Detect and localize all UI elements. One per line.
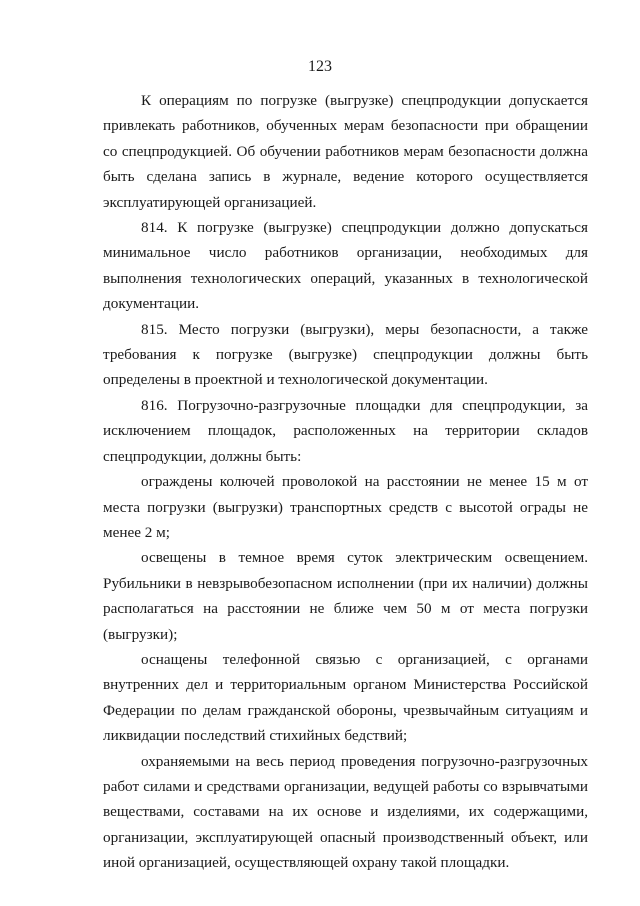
paragraph-intro: К операциям по погрузке (выгрузке) спецпродукции допускается привлекать работников, обученных мерам безопасности при обращении со спецпродукцией. Об обучении работников мерам безопасности должна быть сделана запись в журнале, ведение которого осуществляется эксплуатирующей организацией. — [103, 92, 588, 211]
paragraph-815: 815. Место погрузки (выгрузки), меры безопасности, а также требования к погрузке (выгрузке) спецпродукции должны быть определены в проектной и технологической документации. — [103, 320, 588, 389]
requirement-fencing: ограждены колючей проволокой на расстоянии не менее 15 м от места погрузки (выгрузки) транспортных средств с высотой ограды не менее 2 м; — [103, 473, 588, 541]
paragraph-816: 816. Погрузочно-разгрузочные площадки для спецпродукции, за исключением площадок, расположенных на территории складов спецпродукции, должны быть: — [103, 396, 588, 465]
paragraph-814: 814. К погрузке (выгрузке) спецпродукции должно допускаться минимальное число работников организации, необходимых для выполнения технологических операций, указанных в технологической документации. — [103, 219, 588, 313]
requirement-telephone: оснащены телефонной связью с организацией, с органами внутренних дел и территориальным органом Министерства Российской Федерации по делам гражданской обороны, чрезвычайным ситуациям и ликвидации последствий стихийных бедствий; — [103, 650, 588, 745]
requirement-lighting: освещены в темное время суток электрическим освещением. Рубильники в невзрывобезопасном исполнении (при их наличии) должны располагаться на расстоянии не ближе чем 50 м от места погрузки (выгрузки); — [103, 549, 588, 643]
page-number: 123 — [308, 58, 332, 75]
requirement-guarding: охраняемыми на весь период проведения погрузочно-разгрузочных работ силами и средствами организации, ведущей работы со взрывчатыми веществами, составами на их основе и изделиями, их содержащими, организации, эксплуатирующей опасный производственный объект, или иной организацией, осуществляющей охрану такой площадки. — [103, 752, 588, 872]
document-body — [103, 88, 588, 876]
